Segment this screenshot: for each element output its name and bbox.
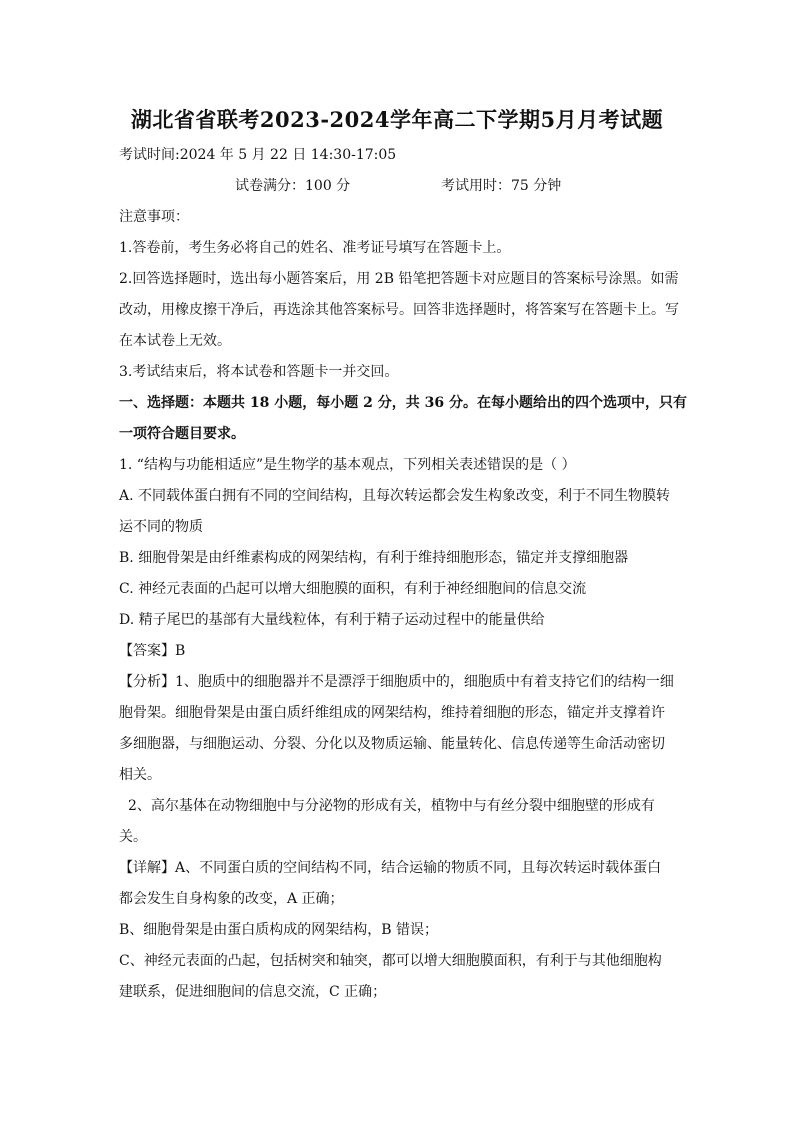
option-a: A. 不同载体蛋白拥有不同的空间结构，且每次转运都会发生构象改变，利于不同生物膜转 — [119, 488, 671, 504]
option-c: C. 神经元表面的凸起可以增大细胞膜的面积，有利于神经细胞间的信息交流 — [119, 581, 587, 597]
full-score: 试卷满分：100 分 — [235, 178, 351, 194]
notice-line: 在本试卷上无效。 — [119, 333, 231, 349]
analysis-line: 多细胞器，与细胞运动、分裂、分化以及物质运输、能量转化、信息传递等生命活动密切 — [119, 736, 665, 752]
answer-line: 【答案】B — [119, 643, 186, 659]
notice-line: 3.考试结束后，将本试卷和答题卡一并交回。 — [119, 364, 399, 380]
exam-time: 考试时间:2024 年 5 月 22 日 14:30-17:05 — [119, 147, 397, 163]
detail-line: 【详解】A、不同蛋白质的空间结构不同，结合运输的物质不同，且每次转运时载体蛋白 — [119, 860, 662, 876]
detail-line: 建联系，促进细胞间的信息交流，C 正确； — [119, 984, 387, 1000]
notice-line: 改动，用橡皮擦干净后，再选涂其他答案标号。回答非选择题时，将答案写在答题卡上。写 — [119, 302, 679, 318]
detail-line: C、神经元表面的凸起，包括树突和轴突，都可以增大细胞膜面积，有利于与其他细胞构 — [119, 953, 662, 969]
option-a-continued: 运不同的物质 — [119, 519, 203, 535]
exam-duration: 考试用时：75 分钟 — [441, 178, 562, 194]
analysis-line: 【分析】1、胞质中的细胞器并不是漂浮于细胞质中的，细胞质中有着支持它们的结构一细 — [119, 674, 674, 690]
analysis-line: 2、高尔基体在动物细胞中与分泌物的形成有关，植物中与有丝分裂中细胞壁的形成有 — [128, 798, 655, 814]
notice-line: 1.答卷前，考生务必将自己的姓名、准考证号填写在答题卡上。 — [119, 240, 511, 256]
section-heading-continued: 一项符合题目要求。 — [119, 426, 245, 442]
analysis-line: 胞骨架。细胞骨架是由蛋白质纤维组成的网架结构，维持着细胞的形态，锚定并支撑着许 — [119, 705, 665, 721]
analysis-line: 相关。 — [119, 767, 161, 783]
question-stem: 1. “结构与功能相适应”是生物学的基本观点，下列相关表述错误的是（ ） — [119, 457, 576, 473]
analysis-line: 关。 — [119, 829, 147, 845]
option-b: B. 细胞骨架是由纤维素构成的网架结构，有利于维持细胞形态，锚定并支撑细胞器 — [119, 550, 629, 566]
detail-line: 都会发生自身构象的改变，A 正确； — [119, 891, 344, 907]
notice-heading: 注意事项： — [119, 209, 189, 225]
detail-line: B、细胞骨架是由蛋白质构成的网架结构，B 错误； — [119, 922, 439, 938]
notice-line: 2.回答选择题时，选出每小题答案后，用 2B 铅笔把答题卡对应题目的答案标号涂黑。如需 — [119, 271, 679, 287]
option-d: D. 精子尾巴的基部有大量线粒体，有利于精子运动过程中的能量供给 — [119, 612, 545, 628]
document-title: 湖北省省联考2023-2024学年高二下学期5月月考试题 — [130, 107, 664, 132]
section-heading: 一、选择题：本题共 18 小题，每小题 2 分，共 36 分。在每小题给出的四个选项中，只有 — [119, 395, 687, 411]
